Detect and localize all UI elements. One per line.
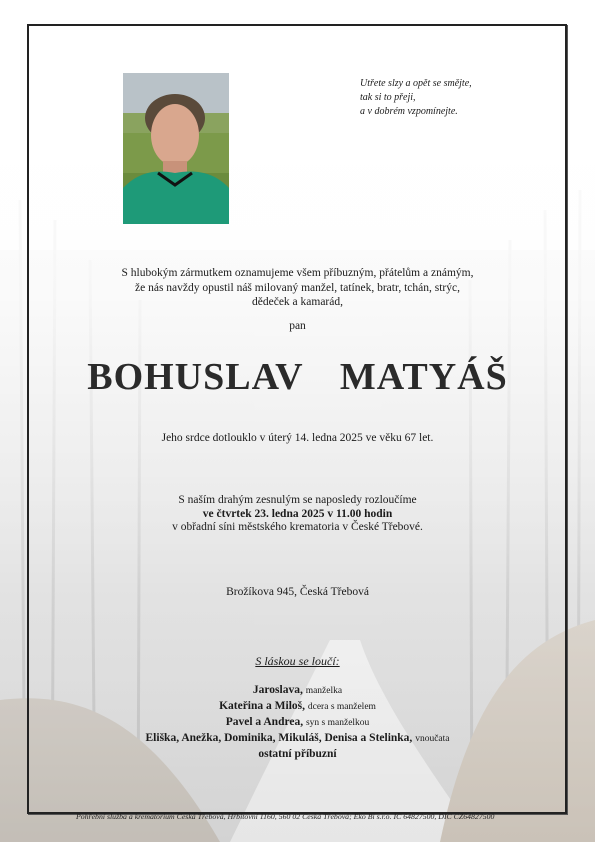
mourner-names: Pavel a Andrea, [225,716,304,728]
announcement-intro [0,266,595,310]
quote-line: tak si to přeji, [360,92,416,103]
mourner-names: Kateřina a Miloš, [219,700,305,712]
intro-line: S hlubokým zármutkem oznamujeme všem příbuzným, přátelům a známým, [121,267,474,279]
deceased-name: BOHUSLAV MATYÁŠ [87,356,508,398]
farewell-date: ve čtvrtek 23. ledna 2025 v 11.00 hodin [202,507,393,520]
mourner-row [0,731,595,747]
mourner-row [0,747,595,762]
mourner-relation: vnoučata [415,734,450,744]
farewell-place: v obřadní síni městského krematoria v České Třebové. [172,521,423,533]
intro-line: že nás navždy opustil náš milovaný manžel, tatínek, bratr, tchán, strýc, [135,281,460,294]
mourners-title: S láskou se loučí: [255,654,340,668]
death-notice: Jeho srdce dotlouklo v úterý 14. ledna 2025 ve věku 67 let. [161,432,434,444]
home-address: Brožíkova 945, Česká Třebová [226,586,369,598]
farewell-info [0,494,595,535]
mourner-row [0,715,595,731]
funeral-service-footer: Pohřební služba a krematorium Česká Třebová, Hřbitovní 1160, 560 02 Česká Třebová; Eko Bi s.r.o. IČ 64827500, DIČ CZ64827500 [76,812,495,821]
portrait-photo [123,73,229,224]
quote-line: a v dobrém vzpomínejte. [360,106,458,117]
mourner-row [0,683,595,699]
quote-line: Utřete slzy a opět se smějte, [360,78,472,89]
mourner-relation: syn s manželkou [305,718,370,728]
mourner-names: ostatní příbuzní [258,748,337,760]
mourner-row [0,699,595,715]
mourner-names: Jaroslava, [252,684,303,696]
farewell-line: S naším drahým zesnulým se naposledy rozloučíme [178,494,417,506]
memorial-quote [360,77,540,119]
mourner-relation: manželka [305,686,343,696]
mourner-names: Eliška, Anežka, Dominika, Mikuláš, Denisa a Stelinka, [145,732,413,744]
mourners-list [0,683,595,762]
intro-line: dědeček a kamarád, [252,296,343,308]
mourner-relation: dcera s manželem [307,702,376,712]
honorific: pan [289,320,306,332]
